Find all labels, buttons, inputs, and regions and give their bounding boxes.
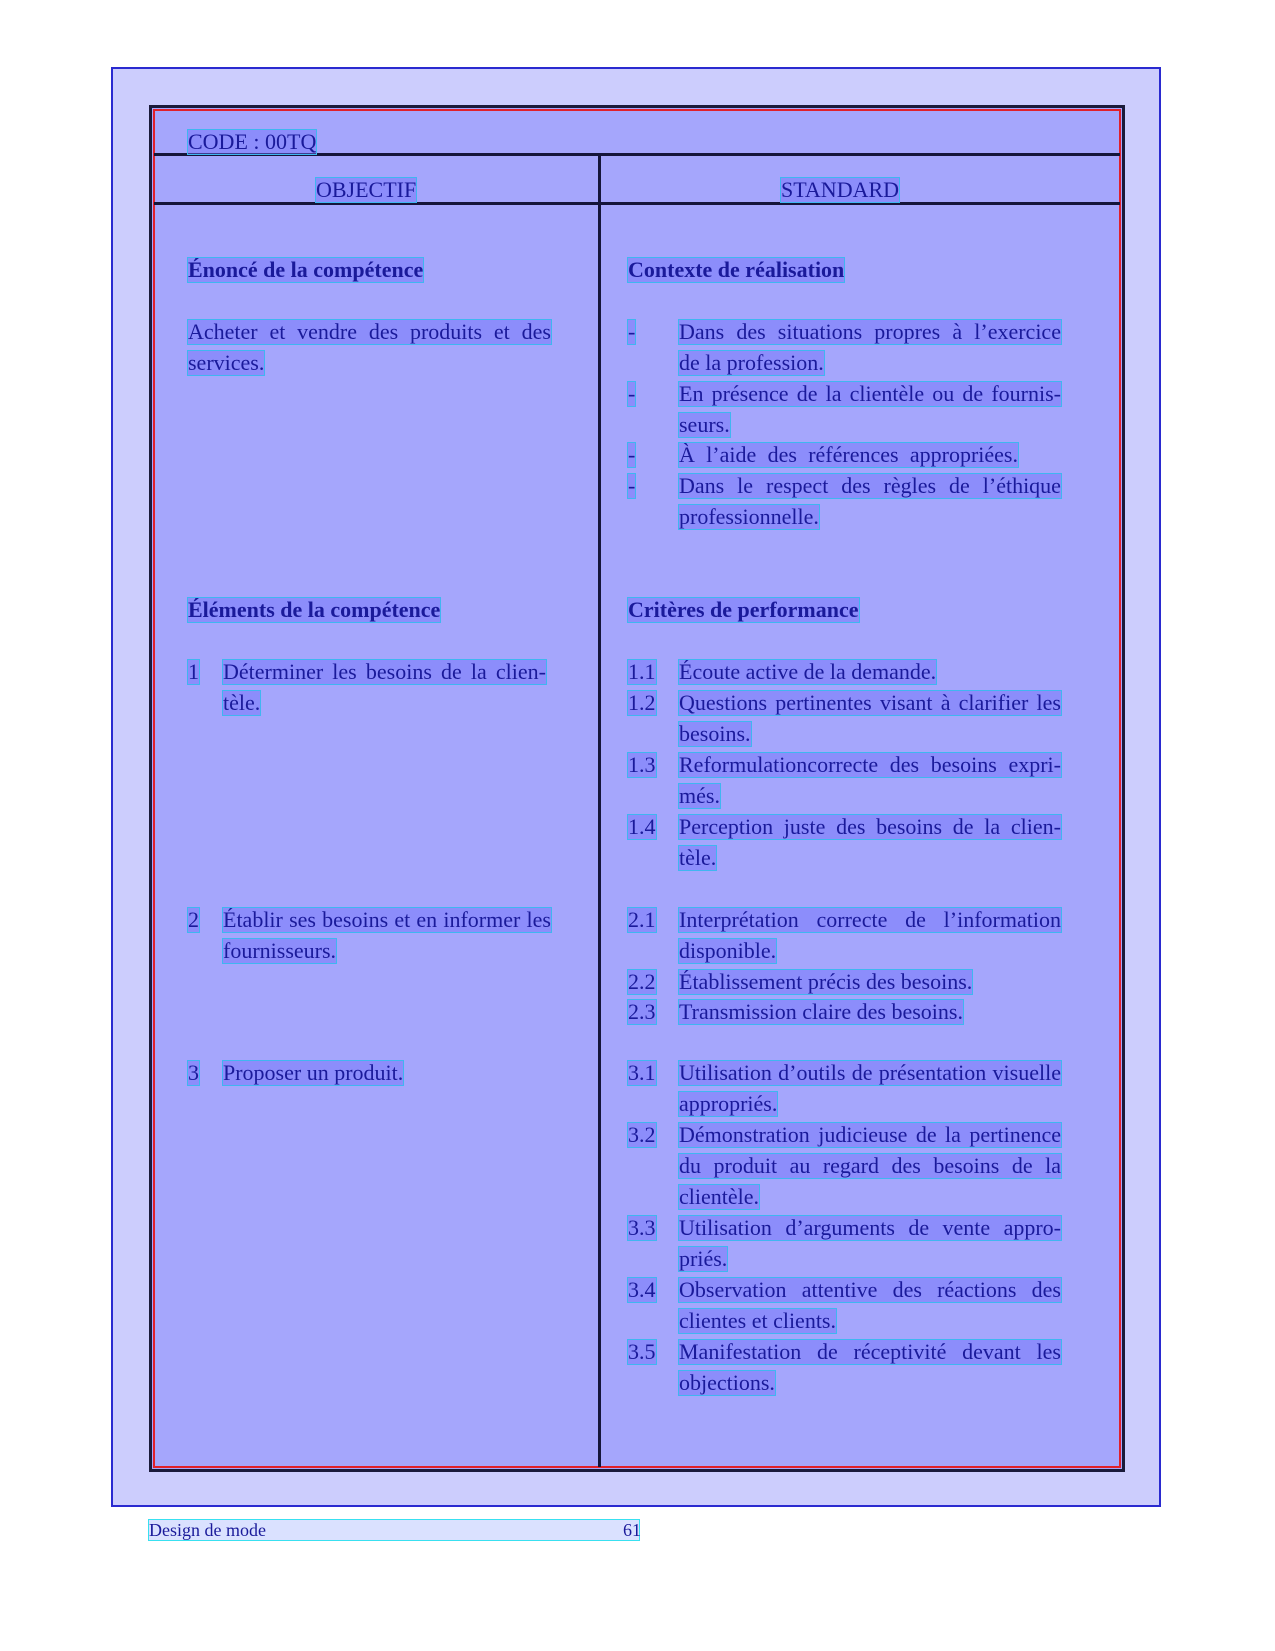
critere-1-2-num: 1.2 <box>628 690 656 715</box>
word: ses <box>289 907 316 932</box>
word: vendre <box>297 319 357 344</box>
critere-1-4-line-1 <box>679 815 1061 839</box>
critere-1-4-num: 1.4 <box>628 814 656 839</box>
word: appropriées. <box>909 442 1018 467</box>
word: Questions <box>679 690 767 715</box>
word: Déterminer <box>223 659 324 684</box>
critere-3-3-line-2: priés. <box>679 1246 728 1271</box>
critere-2-3-line-1 <box>679 1000 963 1024</box>
word: Utilisation <box>679 1215 772 1240</box>
critere-1-1-num: 1.1 <box>628 659 656 684</box>
word: à <box>952 319 963 344</box>
word: respect <box>766 473 829 498</box>
word: Dans <box>679 473 725 498</box>
word: de <box>441 659 462 684</box>
critere-3-4-line-1 <box>679 1278 1061 1302</box>
critere-3-3-num: 3.3 <box>628 1215 656 1240</box>
word: de <box>816 1339 838 1364</box>
word: les <box>1036 1339 1061 1364</box>
page-number: 61 <box>623 1520 641 1540</box>
word: des <box>736 319 766 344</box>
word: présentation <box>878 1060 987 1085</box>
contexte-1-line-2: de la profession. <box>679 350 824 375</box>
enonce-line-1 <box>188 320 551 344</box>
word: Reformulationcorrecte <box>679 752 879 777</box>
word: clien- <box>495 659 546 684</box>
word: juste <box>783 814 826 839</box>
word: les <box>332 659 357 684</box>
critere-2-2-num: 2.2 <box>628 969 656 994</box>
element-3-num: 3 <box>188 1060 199 1085</box>
word: de <box>908 1215 930 1240</box>
contexte-4-line-2: professionnelle. <box>679 504 819 529</box>
contexte-2-line-1 <box>679 382 1061 406</box>
word: la <box>984 814 1001 839</box>
element-2-num: 2 <box>188 907 199 932</box>
word: et <box>269 319 286 344</box>
critere-3-1-num: 3.1 <box>628 1060 656 1085</box>
word: situations <box>777 319 863 344</box>
word: Établir <box>223 907 283 932</box>
contexte-3-bullet: - <box>628 442 636 467</box>
word: besoins <box>365 659 432 684</box>
critere-3-2-line-2 <box>679 1154 1061 1178</box>
word: À <box>679 442 695 467</box>
word: des <box>1031 1277 1061 1302</box>
critere-3-5-num: 3.5 <box>628 1339 656 1364</box>
word: Interprétation <box>679 907 799 932</box>
word: pertinentes <box>775 690 872 715</box>
word: de <box>915 1122 937 1147</box>
word: informer <box>443 907 521 932</box>
word: et <box>493 319 510 344</box>
word: l’exercice <box>974 319 1061 344</box>
column-separator <box>598 156 601 1467</box>
element-1-num: 1 <box>188 659 199 684</box>
contexte-3-line-1 <box>679 443 1018 467</box>
word: l’aide <box>706 442 757 467</box>
word: réactions <box>937 1277 1017 1302</box>
enonce-heading: Énoncé de la compétence <box>188 257 424 282</box>
word: clien- <box>1010 814 1061 839</box>
word: de <box>952 814 974 839</box>
element-1-line-1 <box>223 660 546 684</box>
contexte-1-bullet: - <box>628 319 636 344</box>
word: des <box>841 473 871 498</box>
standard-header: STANDARD <box>781 177 900 202</box>
word: correcte <box>816 907 888 932</box>
word: attentive <box>801 1277 878 1302</box>
word: Dans <box>679 319 725 344</box>
word: la <box>1045 1153 1061 1178</box>
critere-1-4-line-2: tèle. <box>679 845 717 870</box>
word: réceptivité <box>853 1339 947 1364</box>
word: de <box>851 1060 873 1085</box>
contexte-1-line-1 <box>679 320 1061 344</box>
word: Utilisation <box>679 1060 772 1085</box>
word: clientèle <box>849 381 925 406</box>
contexte-4-bullet: - <box>628 473 636 498</box>
word: la <box>825 381 842 406</box>
word: règles <box>883 473 937 498</box>
word: de <box>962 381 984 406</box>
word: En <box>679 381 704 406</box>
word: d’outils <box>778 1060 846 1085</box>
critere-1-3-line-2: més. <box>679 783 720 808</box>
word: références <box>808 442 899 467</box>
columns-divider <box>154 202 1120 205</box>
contexte-2-line-2: seurs. <box>679 412 730 437</box>
critere-1-3-num: 1.3 <box>628 752 656 777</box>
word: Transmission claire des besoins. <box>679 999 963 1024</box>
critere-3-1-line-2: appropriés. <box>679 1091 778 1116</box>
word: les <box>526 907 551 932</box>
contexte-2-bullet: - <box>628 381 636 406</box>
critere-3-2-num: 3.2 <box>628 1122 656 1147</box>
objectif-header: OBJECTIF <box>316 177 417 202</box>
word: visuelle <box>992 1060 1061 1085</box>
critere-1-2-line-1 <box>679 691 1061 715</box>
word: des <box>892 1277 922 1302</box>
word: des <box>836 814 866 839</box>
elements-heading: Éléments de la compétence <box>188 597 441 622</box>
critere-3-5-line-2: objections. <box>679 1370 775 1395</box>
word: l’information <box>943 907 1061 932</box>
word: besoins <box>933 1153 1000 1178</box>
critere-1-1-line-1 <box>679 660 936 684</box>
word: présence <box>711 381 789 406</box>
word: visant <box>879 690 933 715</box>
critere-2-1-line-1 <box>679 908 1061 932</box>
word: Établissement précis des besoins. <box>679 969 973 994</box>
word: et <box>394 907 411 932</box>
code-label: CODE : 00TQ <box>188 129 317 154</box>
word: de <box>905 907 926 932</box>
element-1-line-2: tèle. <box>223 690 261 715</box>
word: de <box>949 473 970 498</box>
critere-1-3-line-1 <box>679 753 1061 777</box>
critere-3-3-line-1 <box>679 1216 1061 1240</box>
word: expri- <box>1008 752 1061 777</box>
word: produit <box>713 1153 778 1178</box>
critere-2-3-num: 2.3 <box>628 999 656 1024</box>
word: besoins <box>930 752 997 777</box>
word: Acheter <box>188 319 258 344</box>
critere-2-1-line-2: disponible. <box>679 938 777 963</box>
word: à <box>940 690 951 715</box>
element-2-line-2: fournisseurs. <box>223 938 337 963</box>
critere-1-2-line-2: besoins. <box>679 721 751 746</box>
critere-3-2-line-1 <box>679 1123 1061 1147</box>
word: des <box>889 752 920 777</box>
word: la <box>945 1122 961 1147</box>
word: produits <box>409 319 483 344</box>
word: Écoute active de la demande. <box>679 659 937 684</box>
word: vente <box>942 1215 991 1240</box>
word: des <box>767 442 797 467</box>
competence-card <box>149 105 1125 1472</box>
word: Proposer un produit. <box>223 1060 404 1085</box>
word: des <box>368 319 399 344</box>
critere-3-2-line-3: clientèle. <box>679 1184 760 1209</box>
word: des <box>891 1153 921 1178</box>
word: clarifier <box>958 690 1029 715</box>
contexte-4-line-1 <box>679 474 1061 498</box>
word: les <box>1036 690 1061 715</box>
critere-2-1-num: 2.1 <box>628 907 656 932</box>
element-3-line-1 <box>223 1061 403 1085</box>
word: fournis- <box>991 381 1061 406</box>
word: Démonstration <box>679 1122 810 1147</box>
word: ou <box>932 381 955 406</box>
word: en <box>416 907 438 932</box>
word: appro- <box>1003 1215 1061 1240</box>
critere-3-4-line-2: clientes et clients. <box>679 1308 836 1333</box>
word: le <box>737 473 754 498</box>
word: besoins <box>322 907 389 932</box>
critere-3-5-line-1 <box>679 1340 1061 1364</box>
word: regard <box>822 1153 880 1178</box>
word: au <box>789 1153 811 1178</box>
word: devant <box>962 1339 1021 1364</box>
word: du <box>679 1153 701 1178</box>
contexte-heading: Contexte de réalisation <box>628 257 845 282</box>
critere-2-2-line-1 <box>679 970 972 994</box>
word: Observation <box>679 1277 787 1302</box>
word: de <box>1011 1153 1033 1178</box>
word: de <box>796 381 818 406</box>
enonce-line-2: services. <box>188 350 265 375</box>
critere-3-1-line-1 <box>679 1061 1061 1085</box>
word: judicieuse <box>818 1122 908 1147</box>
word: Manifestation <box>679 1339 802 1364</box>
footer-title: Design de mode <box>149 1520 266 1540</box>
word: propres <box>874 319 941 344</box>
word: Perception <box>679 814 774 839</box>
word: besoins <box>876 814 943 839</box>
word: des <box>521 319 551 344</box>
element-2-line-1 <box>223 908 551 932</box>
word: l’éthique <box>982 473 1061 498</box>
page-footer <box>149 1520 639 1540</box>
word: pertinence <box>969 1122 1061 1147</box>
criteres-heading: Critères de performance <box>628 597 859 622</box>
critere-3-4-num: 3.4 <box>628 1277 656 1302</box>
word: d’arguments <box>785 1215 895 1240</box>
word: la <box>470 659 487 684</box>
